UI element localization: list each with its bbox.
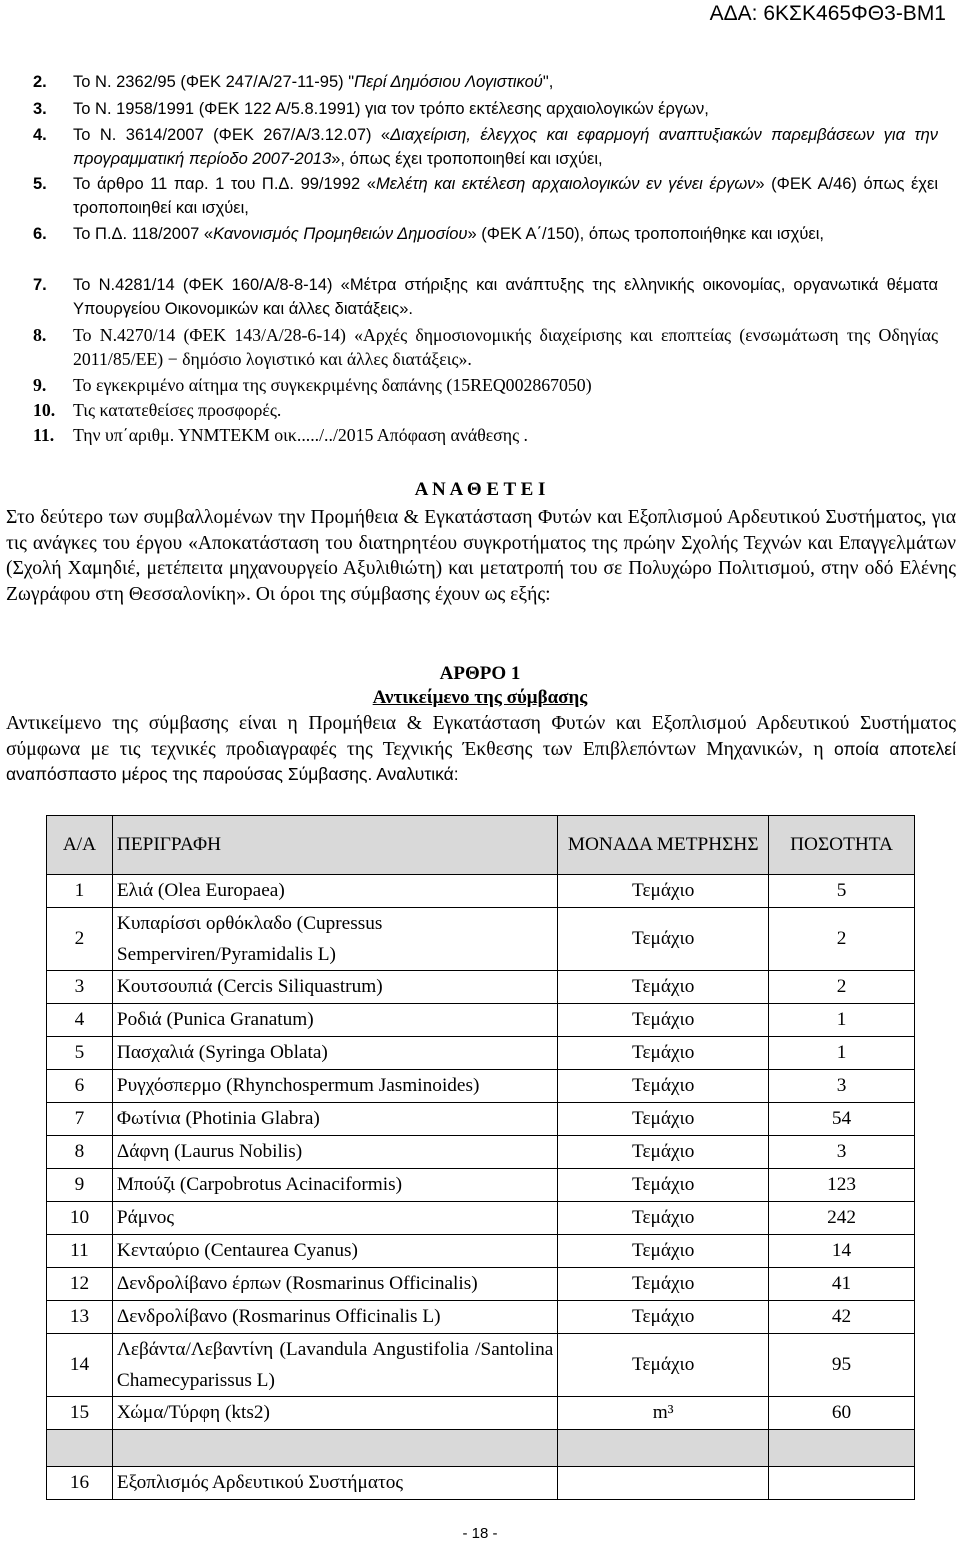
table-row [47,1169,915,1202]
cell-description: Πασχαλιά (Syringa Oblata) [112,1037,557,1070]
cell-description: Φωτίνια (Photinia Glabra) [112,1103,557,1136]
cell-unit: m³ [558,1397,769,1430]
list-item [0,222,960,273]
cell-description: Δάφνη (Laurus Nobilis) [112,1136,557,1169]
header-description: ΠΕΡΙΓΡΑΦΗ [112,816,557,875]
ada-code: ΑΔΑ: 6ΚΣΚ465ΦΘ3-ΒΜ1 [709,2,946,25]
cell-unit [558,1430,769,1467]
list-item [0,70,960,97]
cell-description: Μπούζι (Carpobrotus Acinaciformis) [112,1169,557,1202]
list-item [0,373,960,398]
table-row [47,908,915,971]
cell-aa [47,1430,113,1467]
cell-unit: Τεμάχιο [558,908,769,971]
table-row [47,1334,915,1397]
list-item-text: Το άρθρο 11 παρ. 1 του Π.Δ. 99/1992 «Μελέτη και εκτέλεση αρχαιολογικών εν γένει έργων» (ΦΕΚ Α/46) όπως έχει τροποποιηθεί και ισχύει, [73,175,938,217]
article-title: ΑΡΘΡΟ 1 [439,663,521,684]
cell-quantity [769,1467,915,1500]
anathetei-paragraph: Στο δεύτερο των συμβαλλομένων την Προμήθεια & Εγκατάσταση Φυτών και Εξοπλισμού Αρδευτικού Συστήματος, για τις ανάγκες του έργου «Αποκατάσταση του διατηρητέου συγκροτήματος της πρώην Σχολής Τεχνών και Επαγγελμάτων (Σχολή Χαμηδιέ, μετέπειτα μηχανουργείο Αξυλιθιώτη) και μετατροπή του σε Πολυχώρο Πολιτισμού, στην οδό Ελένης Ζωγράφου στη Θεσσαλονίκη». Οι όροι της σύμβασης έχουν ως εξής: [6,507,956,605]
cell-aa: 12 [47,1268,113,1301]
cell-quantity [769,1430,915,1467]
table-row [47,1037,915,1070]
list-item-text: Το Ν.4270/14 (ΦΕΚ 143/Α/28-6-14) «Αρχές δημοσιονομικής διαχείρισης και εποπτείας (ενσωμάτωση της Οδηγίας 2011/85/ΕΕ) − δημόσιο λογιστικό και άλλες διατάξεις». [73,325,938,369]
cell-unit: Τεμάχιο [558,1268,769,1301]
table-row [47,1467,915,1500]
list-item [0,323,960,373]
cell-description [112,1430,557,1467]
anathetei-heading: Α Ν Α Θ Ε Τ Ε Ι [414,479,546,500]
table-row [47,1136,915,1169]
list-item [0,423,960,448]
list-item-number: 11. [33,425,55,445]
cell-quantity: 41 [769,1268,915,1301]
cell-description: Χώμα/Τύρφη (kts2) [112,1397,557,1430]
table-row [47,1235,915,1268]
cell-quantity: 3 [769,1136,915,1169]
article-subtitle: Αντικείμενο της σύμβασης [372,687,588,708]
page-number: - 18 - [462,1525,498,1542]
cell-aa: 7 [47,1103,113,1136]
cell-aa: 3 [47,971,113,1004]
list-item-number: 8. [33,325,47,345]
cell-description: Κουτσουπιά (Cercis Siliquastrum) [112,971,557,1004]
list-item-text: Την υπ΄αριθμ. ΥΝΜΤΕΚΜ οικ...../../2015 Απόφαση ανάθεσης . [73,425,529,445]
list-item [0,273,960,323]
cell-unit [558,1467,769,1500]
table-row [47,1202,915,1235]
table-row-blank [47,1430,915,1467]
cell-quantity: 2 [769,971,915,1004]
cell-aa: 9 [47,1169,113,1202]
cell-quantity: 1 [769,1004,915,1037]
list-item-number: 7. [33,276,47,294]
cell-aa: 16 [47,1467,113,1500]
header-unit: ΜΟΝΑΔΑ ΜΕΤΡΗΣΗΣ [558,816,769,875]
cell-quantity: 3 [769,1070,915,1103]
cell-unit: Τεμάχιο [558,1202,769,1235]
table-row [47,1268,915,1301]
cell-unit: Τεμάχιο [558,1169,769,1202]
article-paragraph [6,711,956,788]
cell-quantity: 2 [769,908,915,971]
list-item [0,97,960,123]
cell-quantity: 95 [769,1334,915,1397]
cell-aa: 2 [47,908,113,971]
cell-quantity: 5 [769,875,915,908]
cell-aa: 11 [47,1235,113,1268]
cell-description: Εξοπλισμός Αρδευτικού Συστήματος [112,1467,557,1500]
cell-aa: 14 [47,1334,113,1397]
list-item-text: Τις κατατεθείσες προσφορές. [73,400,282,420]
legal-references-list [0,70,960,448]
cell-quantity: 242 [769,1202,915,1235]
cell-aa: 1 [47,875,113,908]
list-item-number: 5. [33,175,47,193]
cell-unit: Τεμάχιο [558,1235,769,1268]
list-item-text: Το Ν. 3614/2007 (ΦΕΚ 267/Α/3.12.07) «Διαχείριση, έλεγχος και εφαρμογή αναπτυξιακών παρεμβάσεων για την προγραμματική περίοδο 2007-2013», όπως έχει τροποποιηθεί και ισχύει, [73,126,938,168]
cell-description: Κενταύριο (Centaurea Cyanus) [112,1235,557,1268]
list-item [0,172,960,222]
cell-unit: Τεμάχιο [558,1103,769,1136]
cell-description: Δενδρολίβανο (Rosmarinus Officinalis L) [112,1301,557,1334]
list-item-number: 4. [33,126,47,144]
cell-unit: Τεμάχιο [558,1136,769,1169]
list-item [0,123,960,172]
article-text-tail: οποία αποτελεί αναπόσπαστο μέρος της παρούσας Σύμβασης. Αναλυτικά: [6,738,956,784]
cell-description: Κυπαρίσσι ορθόκλαδο (Cupressus Semperviren/Pyramidalis L) [112,908,557,971]
cell-aa: 10 [47,1202,113,1235]
cell-unit: Τεμάχιο [558,1070,769,1103]
list-item [0,398,960,423]
cell-quantity: 1 [769,1037,915,1070]
cell-quantity: 60 [769,1397,915,1430]
header-quantity: ΠΟΣΟΤΗΤΑ [769,816,915,875]
list-item-text: Το Ν. 2362/95 (ΦΕΚ 247/Α/27-11-95) "Περί Δημόσιου Λογιστικού", [73,73,554,91]
cell-unit: Τεμάχιο [558,875,769,908]
list-item-text: Το Ν. 1958/1991 (ΦΕΚ 122 Α/5.8.1991) για τον τρόπο εκτέλεσης αρχαιολογικών έργων, [73,100,709,118]
cell-unit: Τεμάχιο [558,1334,769,1397]
list-item-number: 3. [33,100,47,118]
list-item-number: 10. [33,400,56,420]
cell-unit: Τεμάχιο [558,1301,769,1334]
cell-aa: 4 [47,1004,113,1037]
cell-quantity: 14 [769,1235,915,1268]
table-row [47,1397,915,1430]
table-row [47,1301,915,1334]
cell-aa: 15 [47,1397,113,1430]
cell-description: Δενδρολίβανο έρπων (Rosmarinus Officinalis) [112,1268,557,1301]
cell-description: Ελιά (Olea Europaea) [112,875,557,908]
cell-quantity: 42 [769,1301,915,1334]
list-item-text: Το Π.Δ. 118/2007 «Κανονισμός Προμηθειών Δημοσίου» (ΦΕΚ Α΄/150), όπως τροποποιήθηκε και ισχύει, [73,225,824,243]
table-row [47,875,915,908]
cell-description: Ράμνος [112,1202,557,1235]
table-row [47,1103,915,1136]
cell-unit: Τεμάχιο [558,1037,769,1070]
cell-quantity: 123 [769,1169,915,1202]
article-text-main: Αντικείμενο της σύμβασης είναι η Προμήθεια & Εγκατάσταση Φυτών και Εξοπλισμού Αρδευτικού Συστήματος σύμφωνα με τις τεχνικές προδιαγραφές της Τεχνικής Έκθεσης των Επιβλεπόντων Μηχανικών, η [6,713,956,760]
list-item-number: 9. [33,375,47,395]
cell-description: Ρυγχόσπερμο (Rhynchospermum Jasminoides) [112,1070,557,1103]
cell-quantity: 54 [769,1103,915,1136]
cell-aa: 13 [47,1301,113,1334]
cell-unit: Τεμάχιο [558,971,769,1004]
table-row [47,1004,915,1037]
cell-aa: 8 [47,1136,113,1169]
cell-description: Λεβάντα/Λεβαντίνη (Lavandula Angustifolia /Santolina Chamecyparissus L) [112,1334,557,1397]
items-table [46,815,915,1500]
cell-aa: 6 [47,1070,113,1103]
header-aa: Α/Α [47,816,113,875]
table-header-row [47,816,915,875]
list-item-text: Το εγκεκριμένο αίτημα της συγκεκριμένης δαπάνης (15REQ002867050) [73,375,592,395]
list-item-number: 2. [33,73,47,91]
table-row [47,1070,915,1103]
cell-description: Ροδιά (Punica Granatum) [112,1004,557,1037]
list-item-text: Το Ν.4281/14 (ΦΕΚ 160/Α/8-8-14) «Μέτρα στήριξης και ανάπτυξης της ελληνικής οικονομίας, οργανωτικά θέματα Υπουργείου Οικονομικών και άλλες διατάξεις». [73,276,938,318]
cell-unit: Τεμάχιο [558,1004,769,1037]
list-item-number: 6. [33,225,47,243]
table-row [47,971,915,1004]
cell-aa: 5 [47,1037,113,1070]
